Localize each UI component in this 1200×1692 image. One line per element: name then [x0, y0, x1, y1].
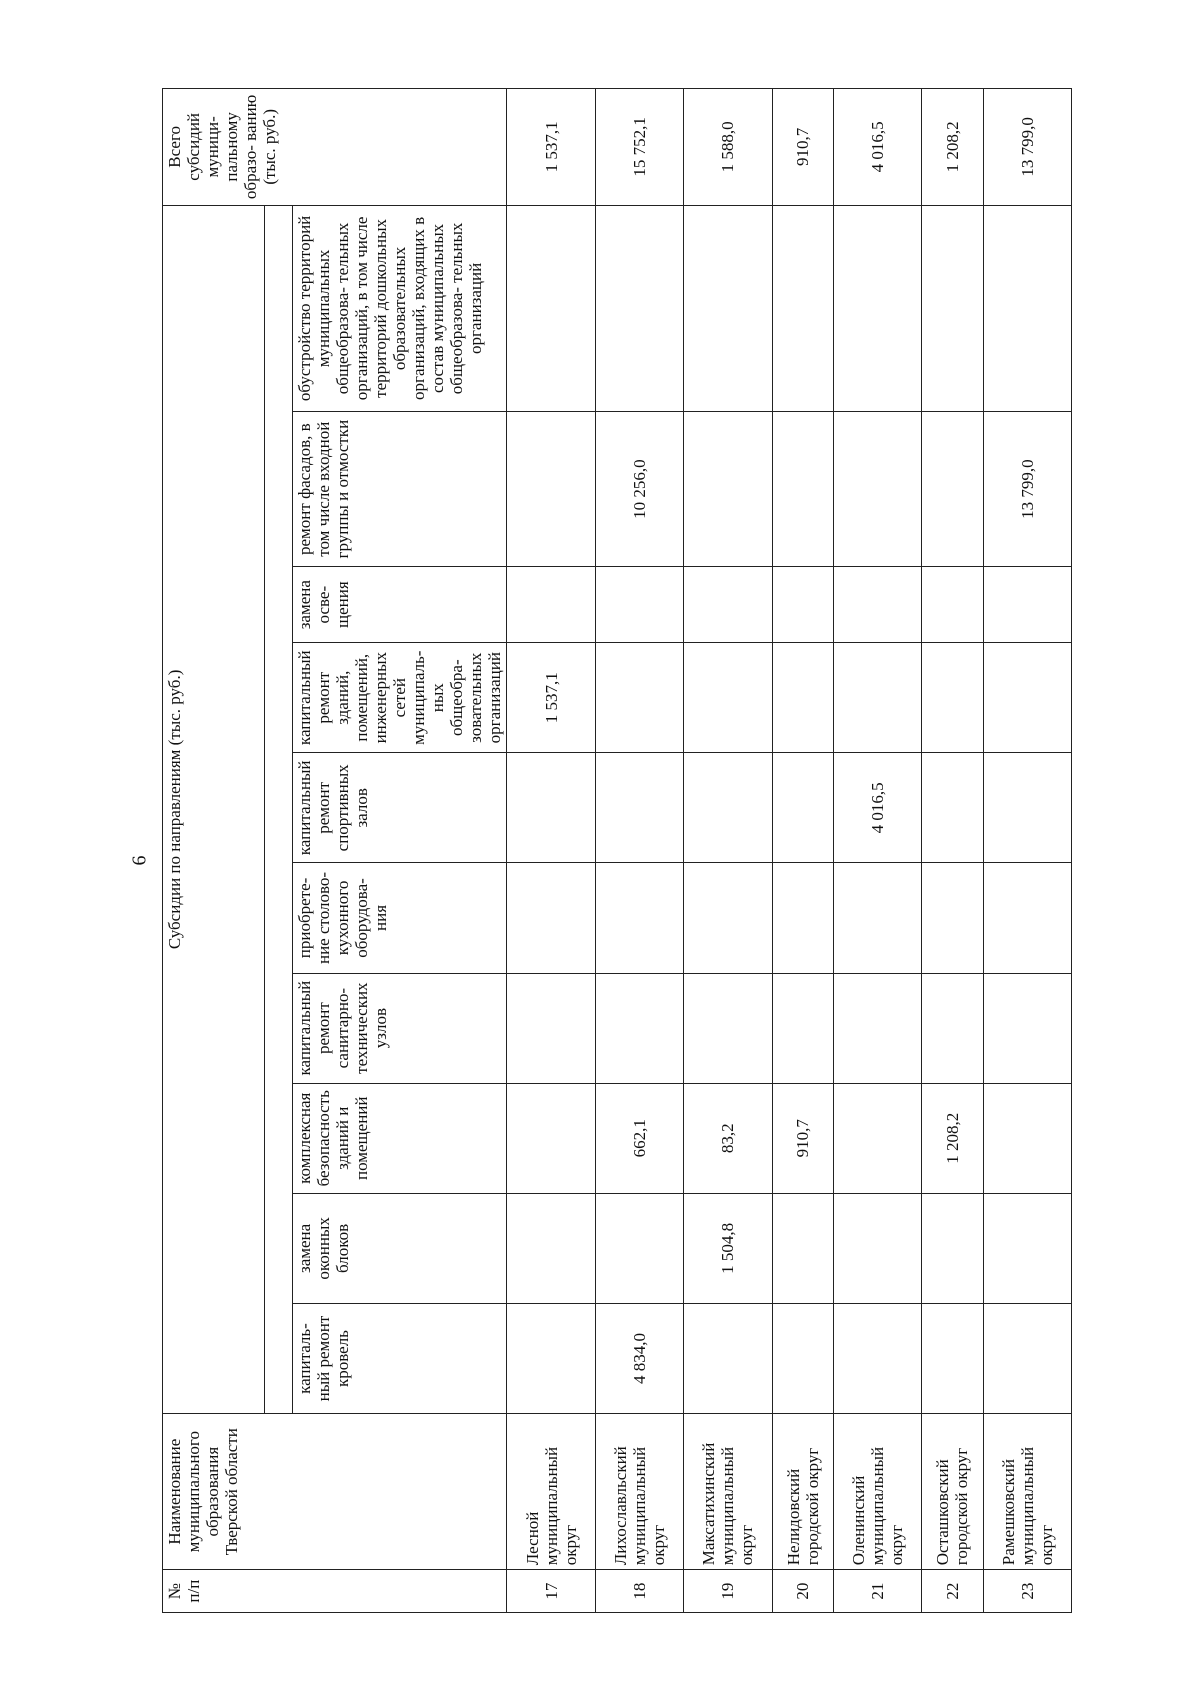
value-cell — [833, 205, 921, 411]
table-row — [595, 89, 683, 1613]
header-spacer — [265, 205, 293, 1413]
value-cell — [922, 973, 983, 1083]
table-row — [772, 89, 833, 1613]
value-cell — [507, 863, 595, 973]
value-cell — [922, 1193, 983, 1303]
value-cell — [983, 1083, 1071, 1193]
value-cell — [983, 643, 1071, 753]
value-cell — [983, 205, 1071, 411]
value-cell — [507, 973, 595, 1083]
header-kitchen-equipment: приобрете- ние столово- кухонного оборудова- ния — [293, 863, 507, 973]
value-cell — [833, 412, 921, 567]
value-cell — [595, 973, 683, 1083]
value-cell — [922, 643, 983, 753]
value-cell — [684, 567, 772, 643]
value-cell — [772, 753, 833, 863]
value-cell — [507, 1303, 595, 1413]
value-cell: 4 834,0 — [595, 1303, 683, 1413]
value-cell — [595, 1193, 683, 1303]
subsidy-table — [162, 88, 1072, 1613]
total-cell: 1 537,1 — [507, 89, 595, 206]
value-cell: 910,7 — [772, 1083, 833, 1193]
value-cell — [507, 567, 595, 643]
header-window-replacement: замена оконных блоков — [293, 1193, 507, 1303]
municipality-name: Осташковский городской округ — [922, 1414, 983, 1570]
value-cell — [772, 412, 833, 567]
value-cell — [684, 863, 772, 973]
value-cell — [922, 412, 983, 567]
value-cell — [684, 412, 772, 567]
value-cell — [684, 1303, 772, 1413]
table-row — [833, 89, 921, 1613]
value-cell: 83,2 — [684, 1083, 772, 1193]
value-cell — [922, 863, 983, 973]
value-cell: 1 504,8 — [684, 1193, 772, 1303]
value-cell — [684, 643, 772, 753]
header-roof-repair: капиталь- ный ремонт кровель — [293, 1303, 507, 1413]
value-cell — [507, 205, 595, 411]
value-cell — [983, 1303, 1071, 1413]
header-municipality: Наименование муниципального образования Тверской области — [163, 1414, 507, 1570]
value-cell: 1 208,2 — [922, 1083, 983, 1193]
header-lighting-replacement: замена осве- щения — [293, 567, 507, 643]
value-cell — [772, 205, 833, 411]
value-cell — [772, 1303, 833, 1413]
value-cell — [833, 1193, 921, 1303]
value-cell — [772, 567, 833, 643]
value-cell: 13 799,0 — [983, 412, 1071, 567]
table-row — [684, 89, 772, 1613]
value-cell — [833, 1303, 921, 1413]
total-cell: 15 752,1 — [595, 89, 683, 206]
page-number: 6 — [128, 855, 151, 866]
total-cell: 1 208,2 — [922, 89, 983, 206]
total-cell: 13 799,0 — [983, 89, 1071, 206]
value-cell: 662,1 — [595, 1083, 683, 1193]
row-number: 23 — [983, 1570, 1071, 1613]
row-number: 18 — [595, 1570, 683, 1613]
value-cell — [595, 863, 683, 973]
value-cell: 1 537,1 — [507, 643, 595, 753]
table-row — [922, 89, 983, 1613]
value-cell — [684, 205, 772, 411]
subsidy-table-container — [162, 88, 1072, 1613]
value-cell: 4 016,5 — [833, 753, 921, 863]
value-cell — [772, 643, 833, 753]
value-cell — [772, 973, 833, 1083]
header-gym-repair: капитальный ремонт спортивных залов — [293, 753, 507, 863]
value-cell — [772, 1193, 833, 1303]
municipality-name: Лесной муниципальный округ — [507, 1414, 595, 1570]
value-cell — [507, 412, 595, 567]
header-building-repair: капитальный ремонт зданий, помещений, инженерных сетей муниципаль- ных общеобра- зовательных организаций — [293, 643, 507, 753]
value-cell — [772, 863, 833, 973]
value-cell — [833, 973, 921, 1083]
value-cell — [595, 205, 683, 411]
value-cell — [922, 205, 983, 411]
row-number: 20 — [772, 1570, 833, 1613]
value-cell — [983, 1193, 1071, 1303]
value-cell — [983, 567, 1071, 643]
value-cell — [684, 753, 772, 863]
value-cell — [595, 567, 683, 643]
value-cell — [922, 1303, 983, 1413]
header-complex-safety: комплексная безопасность зданий и помещений — [293, 1083, 507, 1193]
table-row — [507, 89, 595, 1613]
value-cell — [922, 567, 983, 643]
table-row — [983, 89, 1071, 1613]
value-cell — [983, 973, 1071, 1083]
value-cell — [684, 973, 772, 1083]
value-cell — [833, 567, 921, 643]
header-sanitary-repair: капитальный ремонт санитарно- технических узлов — [293, 973, 507, 1083]
total-cell: 910,7 — [772, 89, 833, 206]
value-cell: 10 256,0 — [595, 412, 683, 567]
value-cell — [983, 863, 1071, 973]
value-cell — [595, 643, 683, 753]
value-cell — [833, 863, 921, 973]
header-facade-repair: ремонт фасадов, в том числе входной группы и отмостки — [293, 412, 507, 567]
value-cell — [507, 753, 595, 863]
header-subsidy-group: Субсидии по направлениям (тыс. руб.) — [163, 205, 265, 1413]
row-number: 17 — [507, 1570, 595, 1613]
row-number: 22 — [922, 1570, 983, 1613]
header-num: № п/п — [163, 1570, 507, 1613]
row-number: 21 — [833, 1570, 921, 1613]
row-number: 19 — [684, 1570, 772, 1613]
total-cell: 1 588,0 — [684, 89, 772, 206]
value-cell — [833, 1083, 921, 1193]
value-cell — [983, 753, 1071, 863]
header-total: Всего субсидий муници- пальному образо- ванию (тыс. руб.) — [163, 89, 507, 206]
value-cell — [507, 1083, 595, 1193]
value-cell — [595, 753, 683, 863]
municipality-name: Максатихинский муниципальный округ — [684, 1414, 772, 1570]
value-cell — [833, 643, 921, 753]
header-territory-improvement: обустройство территорий муниципальных общеобразова- тельных организаций, в том числе территорий дошкольных образовательных организаций, входящих в состав муниципальных общеобразова- тельных организаций — [293, 205, 507, 411]
municipality-name: Оленинский муниципальный округ — [833, 1414, 921, 1570]
municipality-name: Рамешковский муниципальный округ — [983, 1414, 1071, 1570]
municipality-name: Лихославльский муниципальный округ — [595, 1414, 683, 1570]
municipality-name: Нелидовский городской округ — [772, 1414, 833, 1570]
value-cell — [922, 753, 983, 863]
value-cell — [507, 1193, 595, 1303]
total-cell: 4 016,5 — [833, 89, 921, 206]
